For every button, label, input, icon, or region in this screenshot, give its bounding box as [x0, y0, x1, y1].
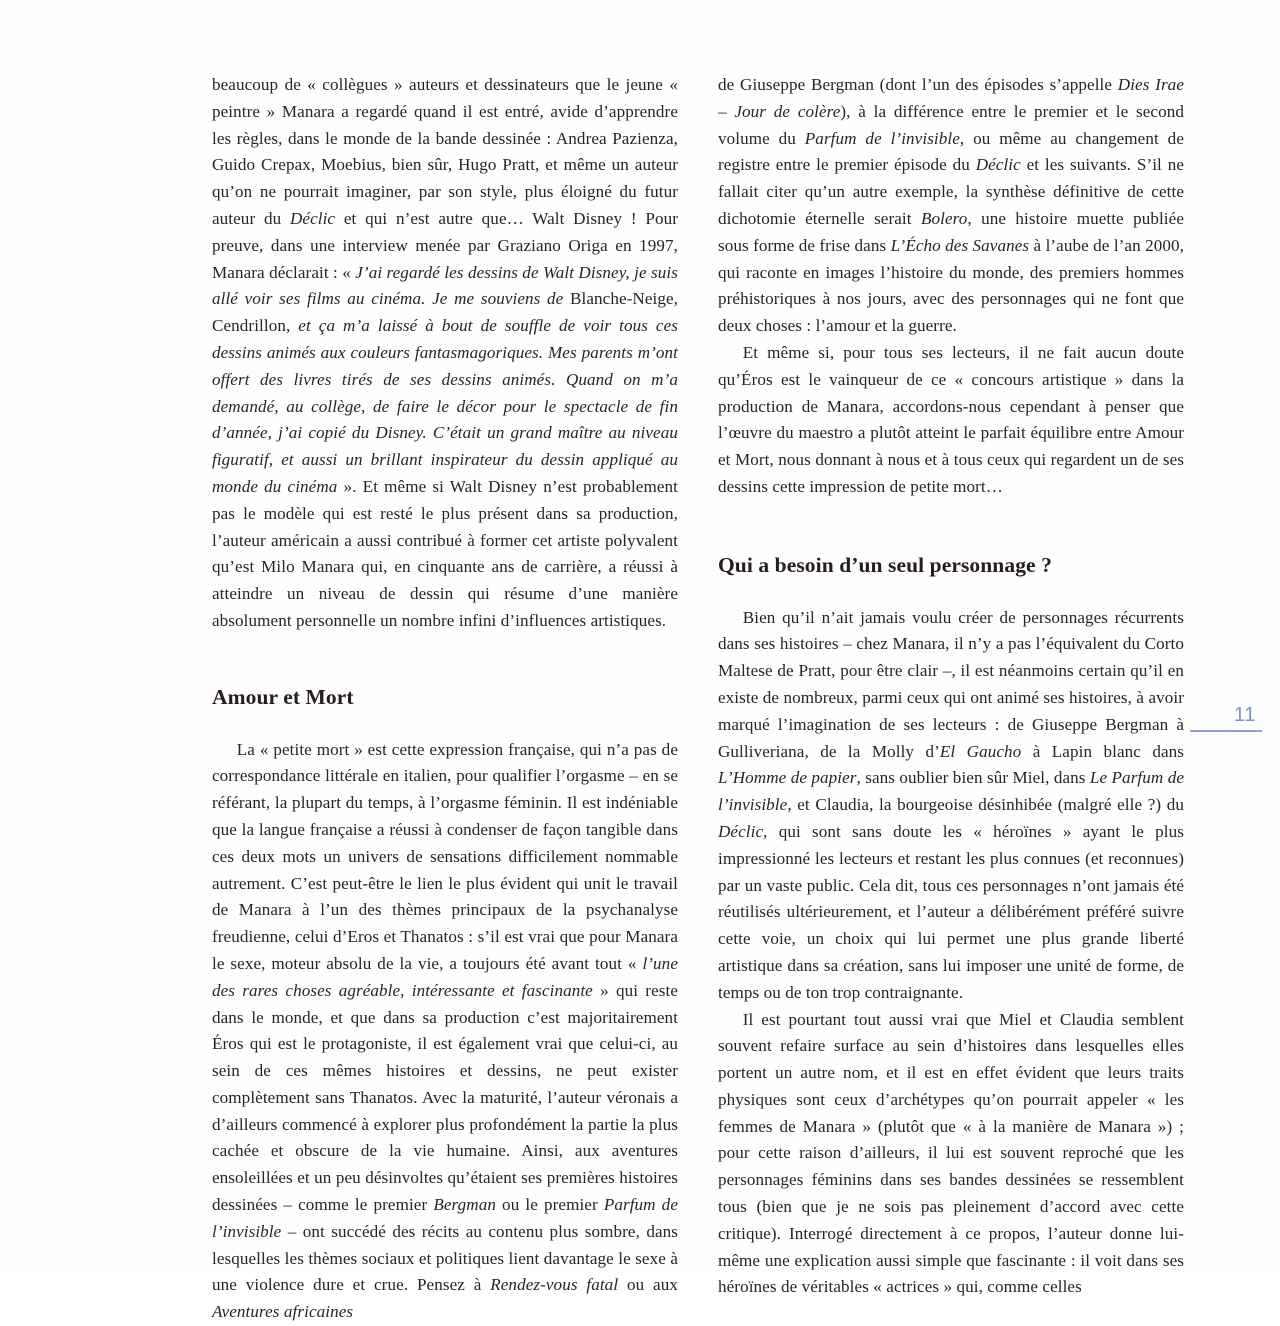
italic-run: Déclic [289, 208, 336, 228]
roman-run: Bien qu’il n’ait jamais voulu créer de personnages récurrents dans ses histoires – chez Manara, il n’y a pas l’équivalent du Corto Maltese de Pratt, pour être clair –, il est néanmoins certain qu’il en existe de nombreux, parmi ceux qui ont animé ses histoires, à avoir marqué l’imagination de ses lecteurs : de Giuseppe Bergman à Gulliveriana, de la Molly d’ [718, 607, 1184, 761]
roman-run: , une histoire muette publiée sous forme de frise dans [718, 208, 1184, 255]
italic-run: Dies Irae – Jour de colère [718, 75, 1184, 121]
roman-run: à l’aube de l’an 2000, qui raconte en images l’histoire du monde, des premiers hommes préhistoriques à nos jours, avec des personnages qui ne font que deux choses : l’amour et la guerre. [718, 235, 1184, 336]
roman-run: » qui reste dans le monde, et que dans sa production c’est majoritairement Éros qui est le protagoniste, il est également vrai que celui-ci, au sein de ces mêmes histoires et dessins, ne peut exister complètement sans Thanatos. Avec la maturité, l’auteur véronais a d’ailleurs commencé à explorer plus profondément la partie la plus cachée et obscure de la vie humaine. Ainsi, aux aventures ensoleillées et un peu désinvoltes qu’étaient ses premières histoires dessinées – comme le premier [212, 980, 678, 1215]
italic-run: L’Homme de papier [718, 768, 857, 788]
italic-run: Bergman [433, 1195, 496, 1215]
roman-run: Il est pourtant tout aussi vrai que Miel et Claudia semblent souvent refaire surface au sein d’histoires dans lesquelles elles portent un autre nom, et il est en effet évident que leurs traits physiques sont ceux d’archétypes qu’on pourrait appeler « les femmes de Manara » (plutôt que « à la manière de Manara ») ; pour cette raison d’ailleurs, il lui est souvent reproché que les personnages féminins dans ses bandes dessinées se ressemblent tous (bien que je ne sois pas pleinement d’accord avec cette critique). Interrogé directement à ce propos, l’auteur donne lui-même une explication aussi simple que fascinante : il voit dans ses héroïnes de véritables « actrices » qui, comme celles [718, 1009, 1184, 1297]
italic-run: El Gaucho [939, 741, 1022, 761]
italic-run: Parfum de l’invisible [212, 1195, 678, 1241]
paragraph-petite-mort [212, 737, 678, 1326]
page-folio [1190, 705, 1262, 732]
italic-run: Le Parfum de l’invisible [718, 768, 1185, 815]
roman-run: , qui sont sans doute les « héroïnes » ayant le plus impressionné les lecteurs et restant les plus connues (et reconnues) par un vaste public. Cela dit, tous ces personnages n’ont jamais été réutilisés ultérieurement, et l’auteur a délibérément préféré suivre cette voie, un choix qui lui permet une plus grande liberté artistique dans sa création, sans lui imposer une unité de forme, de temps ou de ton trop contraignante. [718, 821, 1184, 1002]
roman-run: de Giuseppe Bergman (dont l’un des épisodes s’appelle [718, 75, 1118, 94]
heading-qui-a-besoin: Qui a besoin d’un seul personnage ? [718, 552, 1052, 577]
roman-run: La « petite mort » est cette expression française, qui n’a pas de correspondance littérale en italien, pour qualifier l’orgasme – en se référant, la plupart du temps, à l’orgasme féminin. Il est indéniable que la langue française a réussi à condenser de façon tangible dans ces deux mots un univers de sensations difficilement nommable autrement. C’est peut-être le lien le plus évident qui unit le travail de Manara à l’un des thèmes principaux de la psychanalyse freudienne, celui d’Eros et Thanatos : s’il est vrai que pour Manara le sexe, moteur absolu de la vie, a toujours été avant tout « [212, 739, 678, 973]
italic-run: l’une des rares choses agréable, intéressante et fascinante [212, 953, 678, 1000]
italic-run: L’Écho des Savanes [890, 235, 1030, 255]
paragraph-bien-quil [718, 605, 1184, 1007]
roman-run: ), à la différence entre le premier et le second volume du [718, 101, 1184, 148]
italic-run: Bolero [920, 208, 968, 228]
roman-run: beaucoup de « collègues » auteurs et dessinateurs que le jeune « peintre » Manara a regardé quand il est entré, avide d’apprendre les règles, dans le monde de la bande dessinée : Andrea Pazienza, Guido Crepax, Moebius, bien sûr, Hugo Pratt, et même un auteur qu’on ne pourrait imaginer, par son style, plus éloigné du futur auteur du [212, 75, 678, 228]
roman-run: ou le premier [495, 1195, 604, 1215]
paragraph-et-meme-si [718, 340, 1184, 501]
roman-run: Blanche-Neige, Cendrillon [212, 289, 678, 336]
italic-run: Parfum de l’invisible [804, 128, 960, 148]
italic-run: J’ai regardé les dessins de Walt Disney, je suis allé voir ses films au cinéma. Je me souviens de [212, 262, 678, 309]
italic-run: Aventures africaines [212, 1302, 354, 1322]
paragraph-collegues [212, 72, 678, 635]
roman-run: et qui n’est autre que… Walt Disney ! Pour preuve, dans une interview menée par Graziano Origa en 1997, Manara déclarait : « [212, 208, 678, 282]
roman-run: , ou même au changement de registre entre le premier épisode du [718, 128, 1184, 175]
italic-run: Déclic [718, 821, 764, 841]
roman-run: – ont succédé des récits au contenu plus sombre, dans lesquelles les thèmes sociaux et politiques lient davantage le sexe à une violence dure et crue. Pensez à [212, 1221, 678, 1295]
left-column [212, 72, 678, 1322]
heading-amour-et-mort: Amour et Mort [212, 684, 354, 709]
roman-run: Et même si, pour tous ses lecteurs, il ne fait aucun doute qu’Éros est le vainqueur de ce « concours artistique » dans la production de Manara, accordons-nous cependant à penser que l’œuvre du maestro a plutôt atteint le parfait équilibre entre Amour et Mort, nous donnant à nous et à tous ceux qui regardent un de ses dessins cette impression de petite mort… [718, 342, 1184, 496]
two-column-text-body [212, 72, 1185, 1322]
page-number: 11 [1234, 704, 1256, 726]
roman-run: , et Claudia, la bourgeoise désinhibée (malgré elle ?) du [787, 795, 1184, 815]
roman-run: et les suivants. S’il ne fallait citer qu’un autre exemple, la synthèse définitive de cette dichotomie éternelle serait [718, 155, 1184, 228]
roman-run: ». Et même si Walt Disney n’est probablement pas le modèle qui est resté le plus présent dans sa production, l’auteur américain a aussi contribué à former cet artiste polyvalent qu’est Milo Manara qui, en cinquante ans de carrière, a réussi à atteindre un niveau de dessin qui résume d’une manière absolument personnelle un nombre infini d’influences artistiques. [212, 476, 678, 630]
paragraph-bergman-suite [718, 72, 1184, 340]
right-column [718, 72, 1185, 1297]
italic-run: , et ça m’a laissé à bout de souffle de voir tous ces dessins animés aux couleurs fantasmagoriques. Mes parents m’ont offert des livres tirés de ses dessins animés. Quand on m’a demandé, au collège, de faire le décor pour le spectacle de fin d’année, j’ai copié du Disney. C’était un grand maître au niveau figuratif, et aussi un brillant inspirateur du dessin appliqué au monde du cinéma [212, 316, 678, 496]
italic-run: Déclic [975, 155, 1021, 175]
italic-run: Rendez-vous fatal [490, 1275, 619, 1295]
roman-run: ou aux [618, 1275, 678, 1295]
paragraph-il-est-pourtant [718, 1007, 1184, 1302]
roman-run: à Lapin blanc dans [1021, 741, 1185, 761]
folio-rule [1190, 730, 1262, 732]
roman-run: , sans oublier bien sûr Miel, dans [856, 768, 1090, 788]
